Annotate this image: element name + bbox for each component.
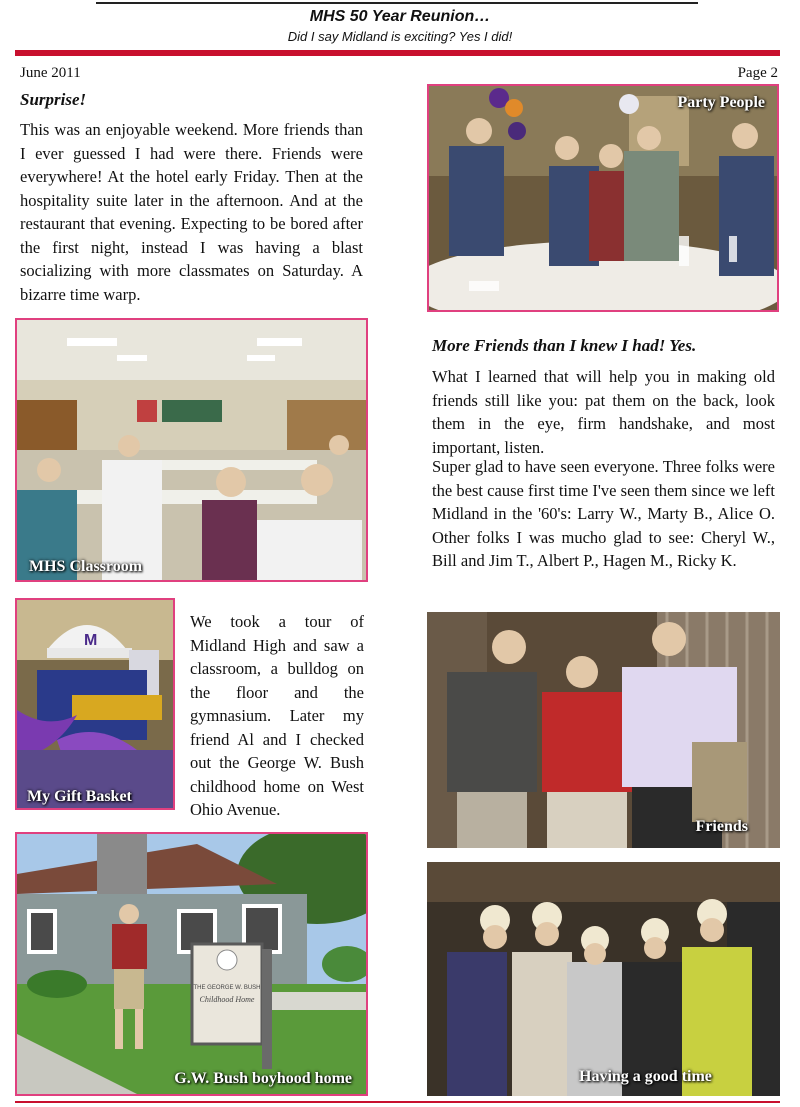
- good-time-photo: [427, 862, 780, 1096]
- bush-home-caption: G.W. Bush boyhood home: [174, 1070, 352, 1087]
- more-friends-para-2: Super glad to have seen everyone. Three folks were the best cause first time I've seen them since we left Midland in the '60's: Larry W., Marty B., Alice O. Other folks I was mucho glad to see: Cheryl W., Bill and Jim T., Albert P., Hagen M., Ricky K.: [432, 457, 775, 570]
- friends-photo: [427, 612, 780, 848]
- classroom-photo: [15, 318, 368, 582]
- issue-date: June 2011: [20, 65, 81, 81]
- friends-caption: Friends: [695, 818, 748, 835]
- gift-basket-caption: My Gift Basket: [27, 788, 132, 805]
- classroom-caption: MHS Classroom: [29, 558, 143, 575]
- gift-basket-photo: [15, 598, 175, 810]
- surprise-heading: Surprise!: [20, 90, 87, 109]
- footer-red-rule: [15, 1101, 780, 1103]
- party-people-photo: [427, 84, 779, 312]
- bush-sign-line2: Childhood Home: [199, 995, 255, 1004]
- party-people-caption: Party People: [677, 94, 765, 111]
- surprise-body: This was an enjoyable weekend. More friends than I ever guessed I had were there. Friends were everywhere! At the hotel early Friday. Then at the hospitality suite later in the afternoon. And at the restaurant that evening. Expecting to be bored after the first night, instead I was having a blast socializing with more classmates on Saturday. A bizarre time warp.: [20, 120, 363, 304]
- gift-cap-logo-letter: M: [84, 632, 98, 649]
- more-friends-heading: More Friends than I knew I had! Yes.: [432, 336, 697, 355]
- tour-body: We took a tour of Midland High and saw a classroom, a bulldog on the floor and the gymnasium. Later my friend Al and I checked out the George W. Bush childhood home on West Ohio Avenue.: [190, 612, 364, 819]
- bush-sign-line1: THE GEORGE W. BUSH: [193, 985, 261, 991]
- more-friends-para-1: What I learned that will help you in making old friends still like you: pat them on the back, look them in the eye, firm handshake, and most important, listen.: [432, 367, 775, 457]
- newsletter-title: MHS 50 Year Reunion…: [309, 8, 491, 25]
- bush-home-photo: [15, 832, 368, 1096]
- header-red-rule: [15, 50, 780, 56]
- top-rule: [96, 2, 698, 4]
- good-time-caption: Having a good time: [579, 1068, 712, 1085]
- newsletter-subtitle: Did I say Midland is exciting? Yes I did!: [287, 29, 513, 44]
- page-number: Page 2: [737, 65, 778, 81]
